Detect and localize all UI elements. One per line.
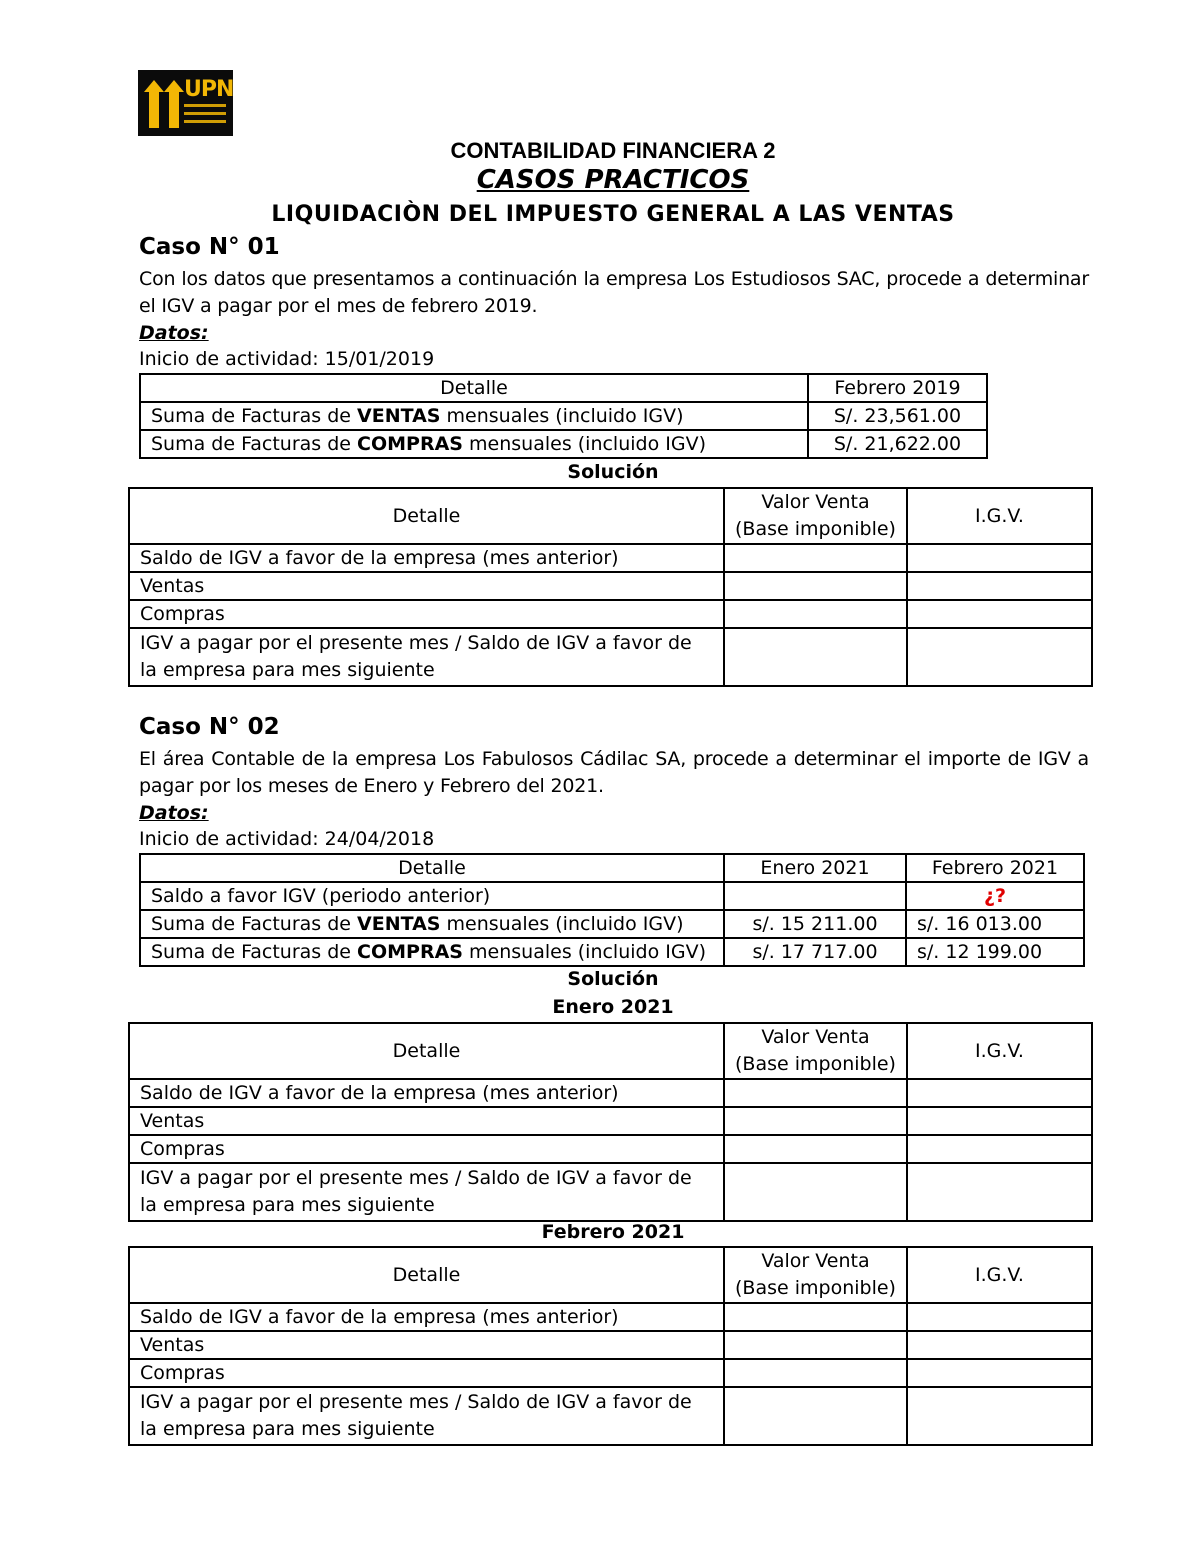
- table-cell: IGV a pagar por el presente mes / Saldo de IGV a favor de la empresa para mes siguiente: [129, 628, 724, 686]
- table-cell: s/. 15 211.00: [724, 910, 906, 938]
- table-cell: [907, 572, 1092, 600]
- case2-description: El área Contable de la empresa Los Fabulosos Cádilac SA, procede a determinar el importe de IGV a pagar por los meses de Enero y Febrero del 2021.: [139, 748, 1089, 797]
- case1-start-date: Inicio de actividad: 15/01/2019: [139, 348, 435, 370]
- table-cell: Suma de Facturas de VENTAS mensuales (incluido IGV): [140, 910, 724, 938]
- table-cell: Compras: [129, 1135, 724, 1163]
- table-cell: [907, 1359, 1092, 1387]
- table-cell: Saldo a favor IGV (periodo anterior): [140, 882, 724, 910]
- case2-february-label: Febrero 2021: [541, 1221, 685, 1243]
- table-cell: s/. 16 013.00: [906, 910, 1084, 938]
- table-cell: [724, 1387, 907, 1445]
- upn-logo: [138, 70, 233, 136]
- table-cell: [724, 600, 907, 628]
- table-cell: [907, 1387, 1092, 1445]
- table-cell: S/. 23,561.00: [808, 402, 987, 430]
- table-cell: [724, 572, 907, 600]
- table-header: Valor Venta (Base imponible): [724, 488, 907, 544]
- table-header: Detalle: [140, 854, 724, 882]
- table-header: Valor Venta (Base imponible): [724, 1247, 907, 1303]
- case2-start-date: Inicio de actividad: 24/04/2018: [139, 828, 435, 850]
- table-header: I.G.V.: [907, 488, 1092, 544]
- table-cell: IGV a pagar por el presente mes / Saldo de IGV a favor de la empresa para mes siguiente: [129, 1387, 724, 1445]
- table-cell: [907, 1107, 1092, 1135]
- table-cell: [724, 1107, 907, 1135]
- table-cell: Ventas: [129, 1331, 724, 1359]
- table-header: Febrero 2019: [808, 374, 987, 402]
- table-cell: [907, 544, 1092, 572]
- table-cell: [907, 1135, 1092, 1163]
- logo-lines: [184, 104, 226, 128]
- table-cell: [907, 1079, 1092, 1107]
- table-cell: [724, 628, 907, 686]
- logo-text: UPN: [184, 77, 233, 102]
- page-title: CASOS PRACTICOS: [476, 165, 750, 195]
- table-cell: Saldo de IGV a favor de la empresa (mes anterior): [129, 1303, 724, 1331]
- table-cell: Compras: [129, 1359, 724, 1387]
- table-cell: [724, 1135, 907, 1163]
- table-cell: [724, 1163, 907, 1221]
- table-cell: Saldo de IGV a favor de la empresa (mes anterior): [129, 1079, 724, 1107]
- case1-data-table: [139, 373, 988, 459]
- table-cell: [724, 544, 907, 572]
- table-cell: [724, 1303, 907, 1331]
- table-cell: [724, 882, 906, 910]
- table-header: Febrero 2021: [906, 854, 1084, 882]
- course-title: CONTABILIDAD FINANCIERA 2: [450, 138, 776, 163]
- table-cell: Saldo de IGV a favor de la empresa (mes anterior): [129, 544, 724, 572]
- case1-solution-table: [128, 487, 1093, 687]
- case2-january-label: Enero 2021: [552, 996, 674, 1018]
- table-cell: Ventas: [129, 1107, 724, 1135]
- table-header: Enero 2021: [724, 854, 906, 882]
- case2-solution-label: Solución: [567, 968, 659, 990]
- case1-description: Con los datos que presentamos a continuación la empresa Los Estudiosos SAC, procede a determinar el IGV a pagar por el mes de febrero 2019.: [139, 268, 1089, 317]
- table-header: Detalle: [129, 1023, 724, 1079]
- table-header: Detalle: [140, 374, 808, 402]
- case1-solution-label: Solución: [567, 461, 659, 483]
- case2-title: Caso N° 02: [139, 714, 280, 740]
- table-cell: [907, 1163, 1092, 1221]
- case1-datos-label: Datos:: [139, 322, 209, 344]
- table-cell: Suma de Facturas de VENTAS mensuales (incluido IGV): [140, 402, 808, 430]
- table-cell: Suma de Facturas de COMPRAS mensuales (incluido IGV): [140, 938, 724, 966]
- table-header: Valor Venta (Base imponible): [724, 1023, 907, 1079]
- table-header: I.G.V.: [907, 1247, 1092, 1303]
- case2-january-solution-table: [128, 1022, 1093, 1222]
- table-cell: s/. 17 717.00: [724, 938, 906, 966]
- table-cell: [907, 628, 1092, 686]
- table-cell: Suma de Facturas de COMPRAS mensuales (incluido IGV): [140, 430, 808, 458]
- case2-datos-label: Datos:: [139, 802, 209, 824]
- table-cell: [907, 600, 1092, 628]
- table-cell: IGV a pagar por el presente mes / Saldo de IGV a favor de la empresa para mes siguiente: [129, 1163, 724, 1221]
- table-header: Detalle: [129, 488, 724, 544]
- case2-data-table: [139, 853, 1085, 967]
- table-cell: [724, 1331, 907, 1359]
- case1-title: Caso N° 01: [139, 234, 280, 260]
- table-cell: Ventas: [129, 572, 724, 600]
- table-header: I.G.V.: [907, 1023, 1092, 1079]
- table-header: Detalle: [129, 1247, 724, 1303]
- case2-february-solution-table: [128, 1246, 1093, 1446]
- table-cell: s/. 12 199.00: [906, 938, 1084, 966]
- table-cell: S/. 21,622.00: [808, 430, 987, 458]
- table-cell: [724, 1079, 907, 1107]
- table-cell: [724, 1359, 907, 1387]
- page-subtitle: LIQUIDACIÒN DEL IMPUESTO GENERAL A LAS VENTAS: [271, 202, 955, 227]
- table-cell: [907, 1303, 1092, 1331]
- table-cell: Compras: [129, 600, 724, 628]
- table-cell: [907, 1331, 1092, 1359]
- table-cell-unknown: ¿?: [906, 882, 1084, 910]
- arrow-up-logo-icon: [140, 70, 184, 136]
